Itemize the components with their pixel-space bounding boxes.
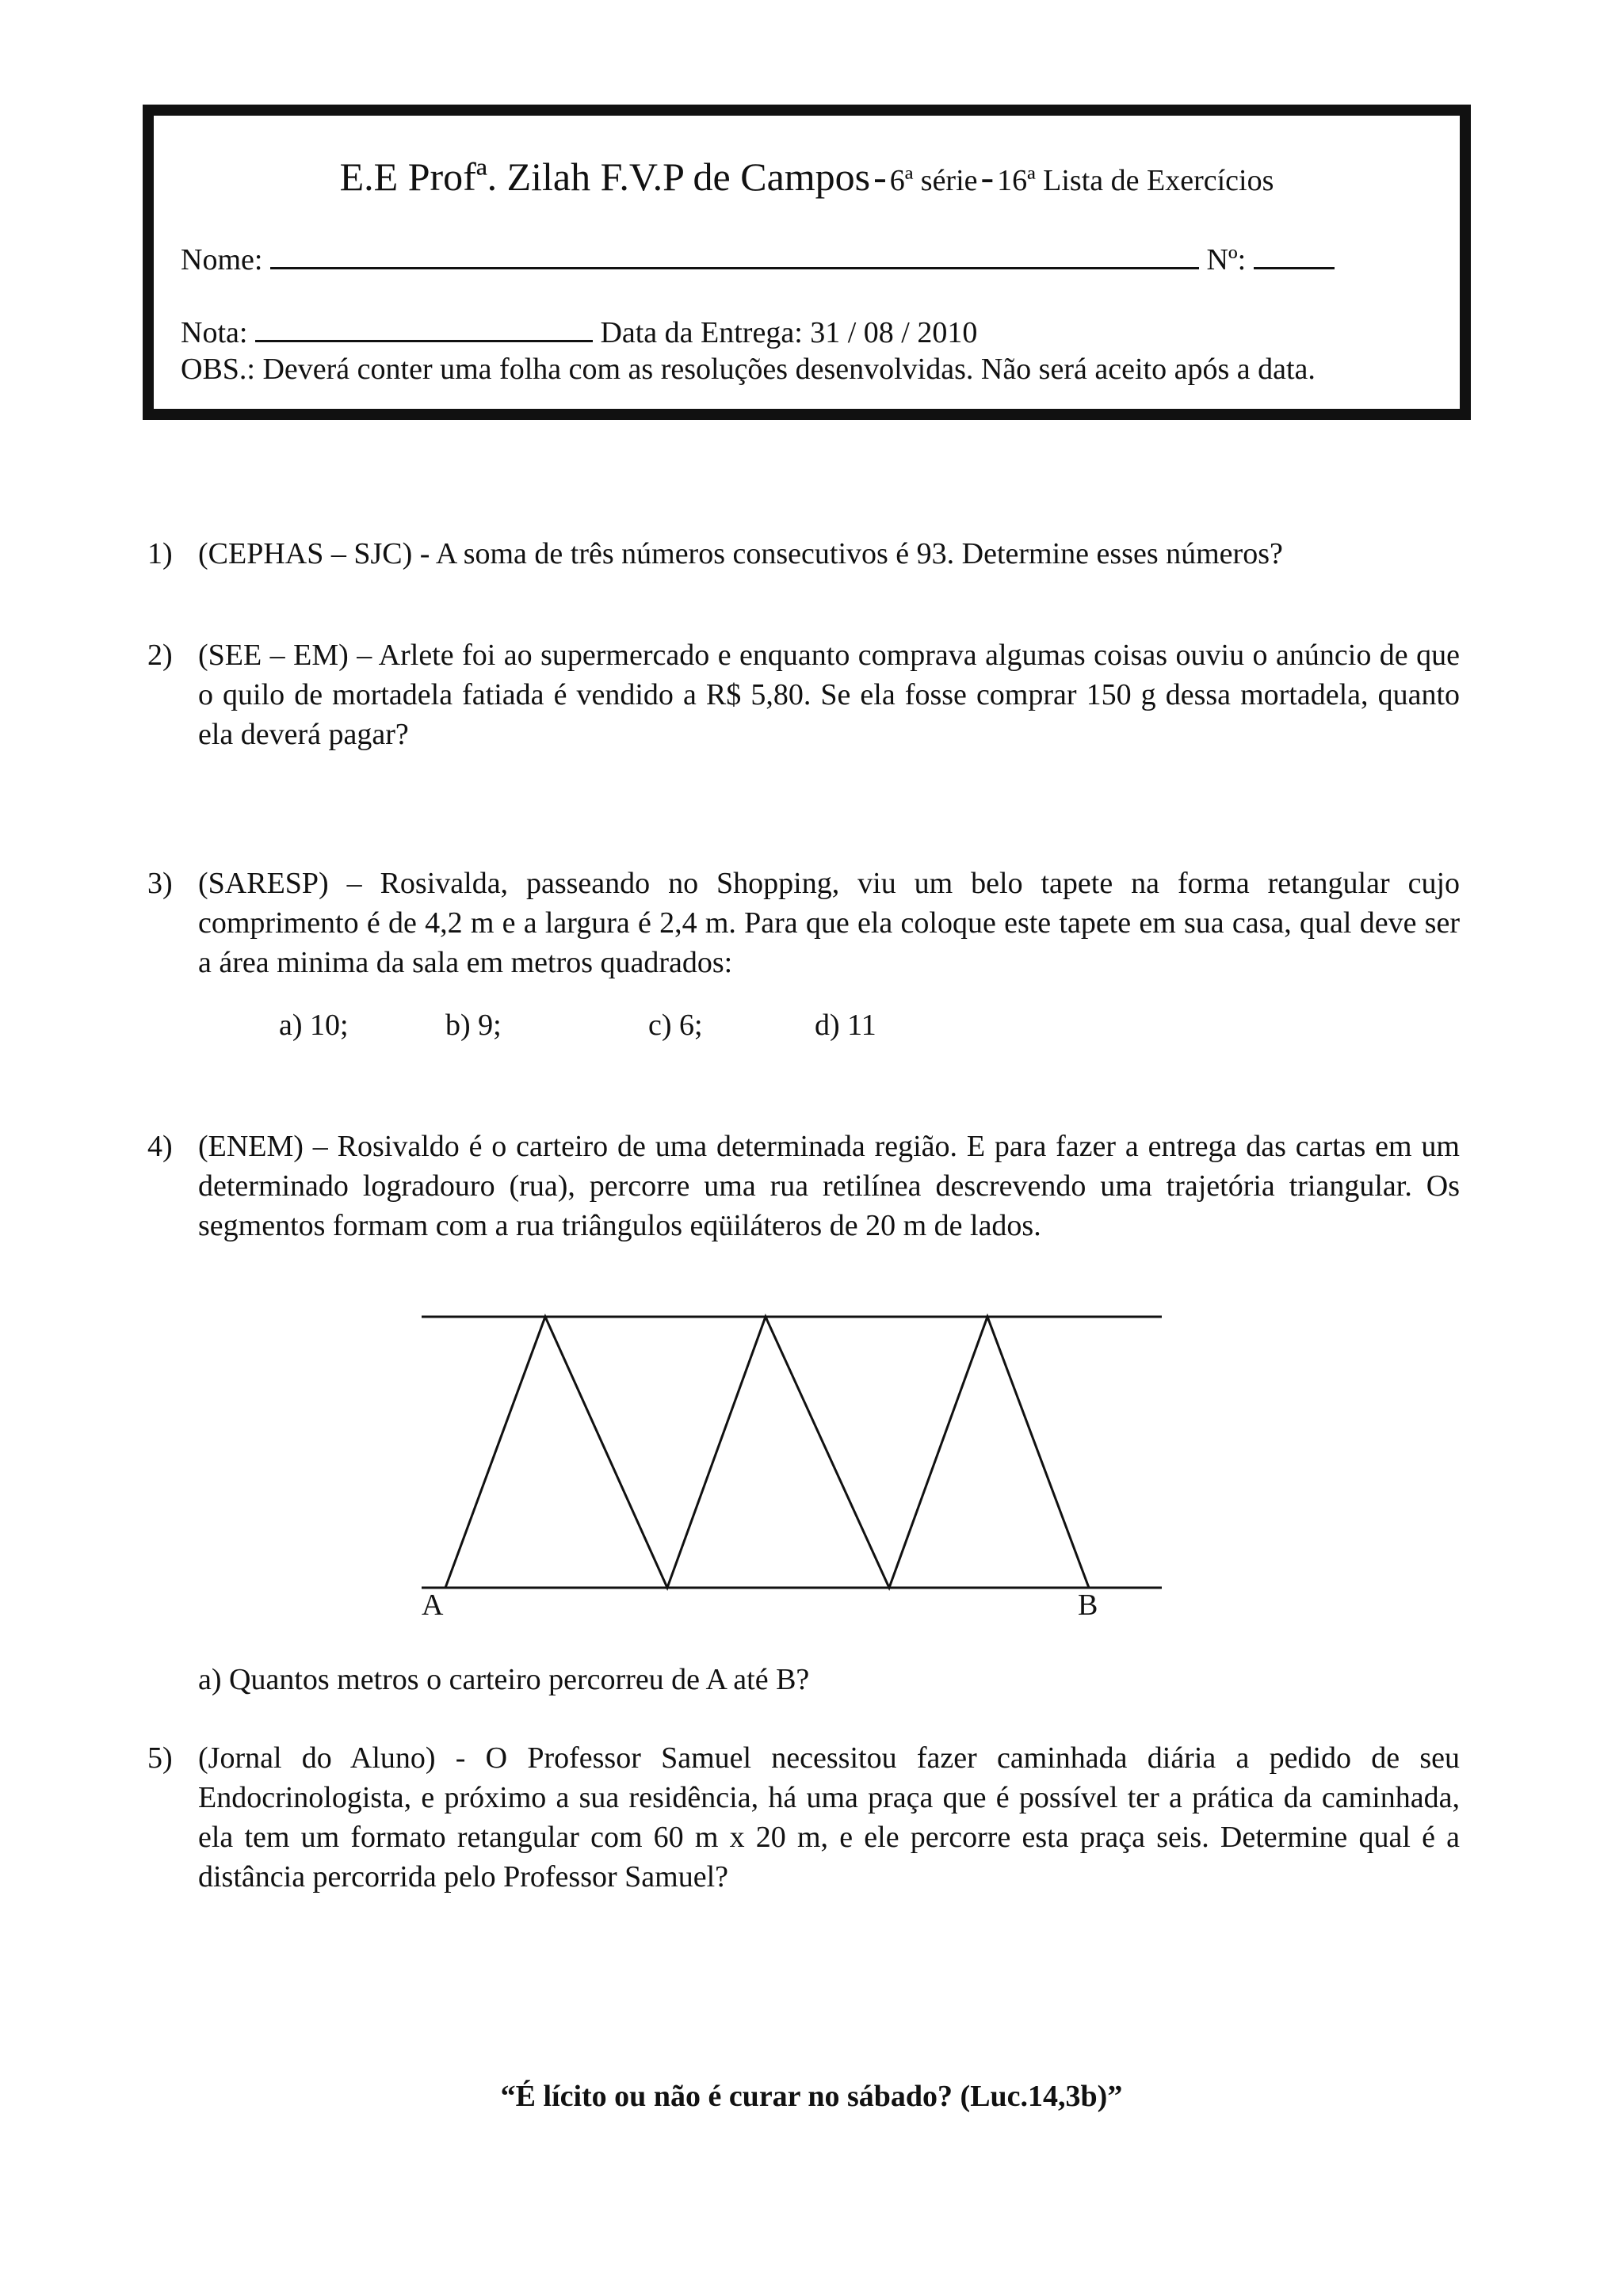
name-field[interactable]	[270, 243, 1199, 269]
list-title: 16ª Lista de Exercícios	[997, 164, 1274, 197]
number-field[interactable]	[1254, 243, 1335, 269]
question-text: (CEPHAS – SJC) - A soma de três números consecutivos é 93. Determine esses números?	[198, 537, 1283, 570]
name-row	[181, 242, 1335, 277]
question-2	[147, 635, 1460, 754]
zigzag-path	[445, 1317, 1089, 1588]
question-number: 1)	[147, 537, 173, 570]
option-b: b) 9;	[445, 1009, 502, 1042]
triangle-path-figure	[412, 1299, 1173, 1644]
point-a-label: A	[422, 1589, 444, 1622]
grade-row	[181, 315, 977, 350]
question-5	[147, 1738, 1460, 1897]
question-number: 4)	[147, 1130, 173, 1163]
question-number: 2)	[147, 639, 173, 672]
name-label: Nome:	[181, 243, 263, 277]
question-text: (Jornal do Aluno) - O Professor Samuel necessitou fazer caminhada diária a pedido de seu Endocrinologista, e próximo a sua residência, há uma praça que é possível ter a prática da caminhada, ela tem um formato retangular com 60 m x 20 m, e ele percorre esta praça seis. Determine qual é a distância percorrida pelo Professor Samuel?	[198, 1741, 1460, 1894]
point-b-label: B	[1078, 1589, 1098, 1622]
obs-note: OBS.: Deverá conter uma folha com as resoluções desenvolvidas. Não será aceito após a data.	[181, 353, 1316, 386]
question-number: 3)	[147, 867, 173, 900]
title-separator: -	[873, 154, 887, 199]
question-1	[147, 534, 1460, 574]
option-d: d) 11	[815, 1009, 876, 1042]
option-a: a) 10;	[279, 1009, 349, 1042]
closing-quote: “É lícito ou não é curar no sábado? (Luc.14,3b)”	[500, 2080, 1123, 2113]
header-box	[143, 105, 1471, 420]
grade-field[interactable]	[255, 316, 593, 342]
title-separator: -	[980, 154, 995, 199]
question-3	[147, 864, 1460, 982]
number-label: Nº:	[1206, 243, 1247, 277]
triangle-path-diagram	[412, 1299, 1173, 1640]
school-name: E.E Profª. Zilah F.V.P de Campos	[339, 154, 871, 199]
question-number: 5)	[147, 1741, 173, 1775]
question-text: (ENEM) – Rosivaldo é o carteiro de uma determinada região. E para fazer a entrega das cartas em um determinado logradouro (rua), percorre uma rua retilínea descrevendo uma trajetória triangular. Os segmentos formam com a rua triângulos eqüiláteros de 20 m de lados.	[198, 1130, 1460, 1242]
question-4	[147, 1127, 1460, 1245]
option-c: c) 6;	[648, 1009, 703, 1042]
grade-label: Nota:	[181, 316, 248, 349]
question-text: (SARESP) – Rosivalda, passeando no Shopping, viu um belo tapete na forma retangular cujo comprimento é de 4,2 m e a largura é 2,4 m. Para que ela coloque este tapete em sua casa, qual deve ser a área minima da sala em metros quadrados:	[198, 867, 1460, 979]
delivery-date: Data da Entrega: 31 / 08 / 2010	[600, 316, 978, 349]
header-title	[154, 154, 1460, 200]
question-text: (SEE – EM) – Arlete foi ao supermercado e enquanto comprava algumas coisas ouviu o anúncio de que o quilo de mortadela fatiada é vendido a R$ 5,80. Se ela fosse comprar 150 g dessa mortadela, quanto ela deverá pagar?	[198, 639, 1460, 751]
grade: 6ª série	[889, 164, 978, 197]
question-4a: a) Quantos metros o carteiro percorreu de A até B?	[198, 1663, 810, 1696]
